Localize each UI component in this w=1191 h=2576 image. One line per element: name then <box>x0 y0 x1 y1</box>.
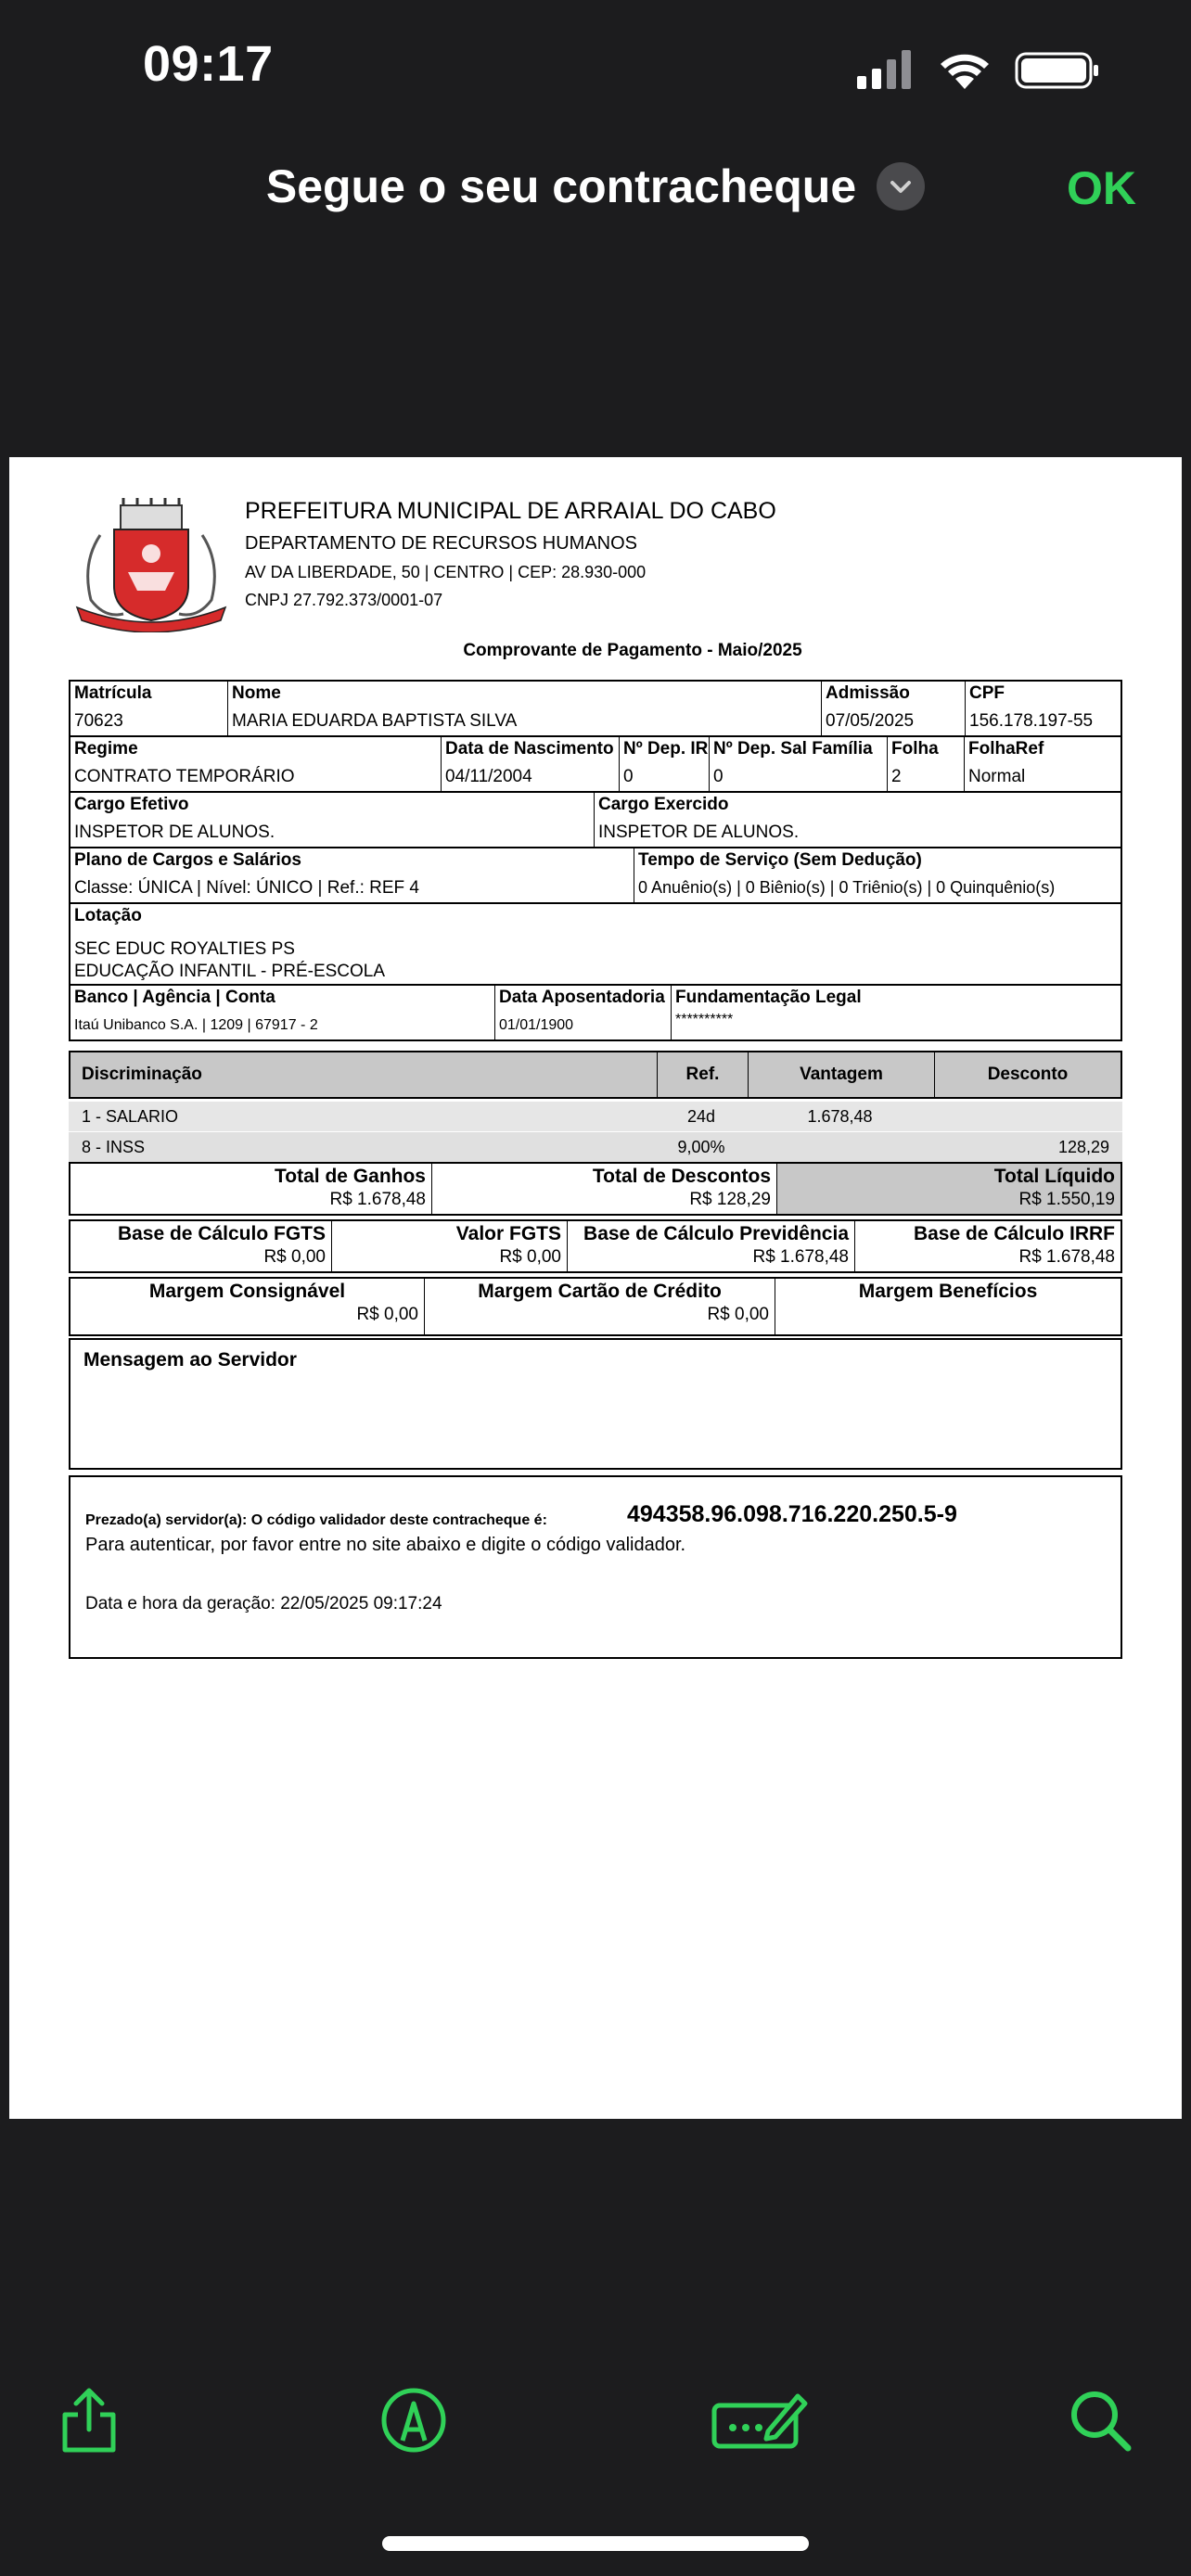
document-title: Comprovante de Pagamento - Maio/2025 <box>463 641 802 660</box>
lotacao-label: Lotação <box>74 906 142 925</box>
validator-intro: Prezado(a) servidor(a): O código validador deste contracheque é: <box>85 1512 547 1528</box>
folharef-label: FolhaRef <box>968 739 1044 759</box>
dep-ir-value: 0 <box>623 767 634 786</box>
row-disc: 8 - INSS <box>82 1138 146 1156</box>
matricula-value: 70623 <box>74 711 123 731</box>
table-header <box>69 1051 1122 1099</box>
document-page <box>9 457 1182 2119</box>
row-desconto: 128,29 <box>1057 1138 1109 1156</box>
tempo-label: Tempo de Serviço (Sem Dedução) <box>638 850 922 870</box>
tempo-value: 0 Anuênio(s) | 0 Biênio(s) | 0 Triênio(s) | 0 Quinquênio(s) <box>638 878 1056 897</box>
row-lotacao <box>69 902 1122 986</box>
validator-instructions: Para autenticar, por favor entre no site abaixo e digite o código validador. <box>85 1535 686 1555</box>
total-liquido-label: Total Líquido <box>993 1166 1115 1187</box>
message-title: Mensagem ao Servidor <box>83 1349 297 1371</box>
margem-consignavel-label: Margem Consignável <box>148 1281 346 1302</box>
validator-code: 494358.96.098.716.220.250.5-9 <box>627 1501 957 1527</box>
row-identification <box>69 680 1122 737</box>
folharef-value: Normal <box>968 767 1026 786</box>
row-cargo <box>69 791 1122 848</box>
regime-value: CONTRATO TEMPORÁRIO <box>74 767 295 786</box>
totals-row <box>69 1162 1122 1216</box>
table-row <box>69 1102 1122 1131</box>
home-indicator[interactable] <box>382 2536 809 2551</box>
row-regime <box>69 735 1122 793</box>
total-liquido-value: R$ 1.550,19 <box>1018 1190 1115 1209</box>
base-irrf-value: R$ 1.678,48 <box>1018 1247 1115 1267</box>
total-descontos-label: Total de Descontos <box>592 1166 771 1187</box>
plano-value: Classe: ÚNICA | Nível: ÚNICO | Ref.: REF 4 <box>74 878 420 898</box>
nascimento-value: 04/11/2004 <box>445 767 532 786</box>
chevron-down-icon <box>877 162 925 210</box>
margem-beneficios-label: Margem Benefícios <box>858 1281 1038 1302</box>
base-fgts-label: Base de Cálculo FGTS <box>117 1223 326 1244</box>
cargo-efetivo-label: Cargo Efetivo <box>74 795 189 814</box>
regime-label: Regime <box>74 739 138 759</box>
dep-ir-label: Nº Dep. IR <box>623 739 709 759</box>
fundamentacao-label: Fundamentação Legal <box>675 988 862 1007</box>
folha-label: Folha <box>891 739 939 759</box>
org-address: AV DA LIBERDADE, 50 | CENTRO | CEP: 28.930-000 <box>245 563 647 581</box>
title-menu-button[interactable] <box>877 162 925 210</box>
status-icons <box>853 48 1104 93</box>
base-irrf-label: Base de Cálculo IRRF <box>913 1223 1115 1244</box>
markup-icon[interactable] <box>377 2383 451 2457</box>
validator-box <box>69 1475 1122 1659</box>
nome-value: MARIA EDUARDA BAPTISTA SILVA <box>232 711 518 731</box>
table-row <box>69 1132 1122 1162</box>
valor-fgts-value: R$ 0,00 <box>499 1247 561 1267</box>
banco-value: Itaú Unibanco S.A. | 1209 | 67917 - 2 <box>74 1017 318 1033</box>
lotacao-value-1: SEC EDUC ROYALTIES PS <box>74 939 295 959</box>
signature-icon[interactable] <box>709 2383 811 2457</box>
margem-cartao-label: Margem Cartão de Crédito <box>478 1281 722 1302</box>
banco-label: Banco | Agência | Conta <box>74 988 275 1007</box>
matricula-label: Matrícula <box>74 683 152 703</box>
cargo-efetivo-value: INSPETOR DE ALUNOS. <box>74 823 275 842</box>
folha-value: 2 <box>891 767 902 786</box>
signal-icon <box>857 50 911 89</box>
fundamentacao-value: ********** <box>675 1012 734 1027</box>
battery-icon <box>1017 54 1098 87</box>
base-prev-value: R$ 1.678,48 <box>752 1247 849 1267</box>
search-icon[interactable] <box>1063 2383 1137 2457</box>
margem-consignavel-value: R$ 0,00 <box>356 1305 418 1324</box>
dept-name: DEPARTAMENTO DE RECURSOS HUMANOS <box>245 533 638 554</box>
admissao-value: 07/05/2025 <box>826 711 915 731</box>
base-fgts-value: R$ 0,00 <box>263 1247 326 1267</box>
total-ganhos-label: Total de Ganhos <box>275 1166 426 1187</box>
plano-label: Plano de Cargos e Salários <box>74 850 301 870</box>
lotacao-value-2: EDUCAÇÃO INFANTIL - PRÉ-ESCOLA <box>74 962 386 981</box>
margens-row <box>69 1277 1122 1336</box>
valor-fgts-label: Valor FGTS <box>455 1223 561 1244</box>
row-plano <box>69 847 1122 904</box>
cpf-label: CPF <box>969 683 1005 703</box>
share-icon[interactable] <box>52 2383 126 2457</box>
row-vantagem: 1.678,48 <box>807 1107 873 1126</box>
row-ref: 9,00% <box>677 1138 725 1156</box>
org-cnpj: CNPJ 27.792.373/0001-07 <box>245 591 443 609</box>
nav-title-bar <box>0 159 1191 213</box>
nascimento-label: Data de Nascimento <box>445 739 614 759</box>
coat-of-arms-logo <box>72 498 230 632</box>
total-ganhos-value: R$ 1.678,48 <box>329 1190 426 1209</box>
margem-cartao-value: R$ 0,00 <box>707 1305 769 1324</box>
status-time: 09:17 <box>143 36 274 92</box>
cpf-value: 156.178.197-55 <box>969 711 1094 731</box>
aposentadoria-label: Data Aposentadoria <box>499 988 665 1007</box>
col-desconto: Desconto <box>987 1065 1069 1084</box>
done-button[interactable]: OK <box>1067 162 1136 214</box>
total-descontos-value: R$ 128,29 <box>689 1190 771 1209</box>
base-prev-label: Base de Cálculo Previdência <box>583 1223 849 1244</box>
row-disc: 1 - SALARIO <box>82 1107 179 1126</box>
nome-label: Nome <box>232 683 281 703</box>
cargo-exercido-value: INSPETOR DE ALUNOS. <box>598 823 800 842</box>
nav-title: Segue o seu contracheque <box>265 160 857 212</box>
col-discriminacao: Discriminação <box>70 1052 658 1097</box>
message-box <box>69 1338 1122 1470</box>
cargo-exercido-label: Cargo Exercido <box>598 795 729 814</box>
col-ref: Ref. <box>658 1052 749 1097</box>
dep-sal-value: 0 <box>713 767 724 786</box>
col-vantagem: Vantagem <box>749 1052 935 1097</box>
wifi-icon <box>941 55 989 89</box>
generation-timestamp: Data e hora da geração: 22/05/2025 09:17:24 <box>85 1594 442 1613</box>
aposentadoria-value: 01/01/1900 <box>499 1017 574 1033</box>
admissao-label: Admissão <box>826 683 910 703</box>
bases-row <box>69 1219 1122 1273</box>
row-banco <box>69 984 1122 1041</box>
row-ref: 24d <box>686 1107 716 1126</box>
org-name: PREFEITURA MUNICIPAL DE ARRAIAL DO CABO <box>245 498 776 524</box>
dep-sal-label: Nº Dep. Sal Família <box>713 739 873 759</box>
